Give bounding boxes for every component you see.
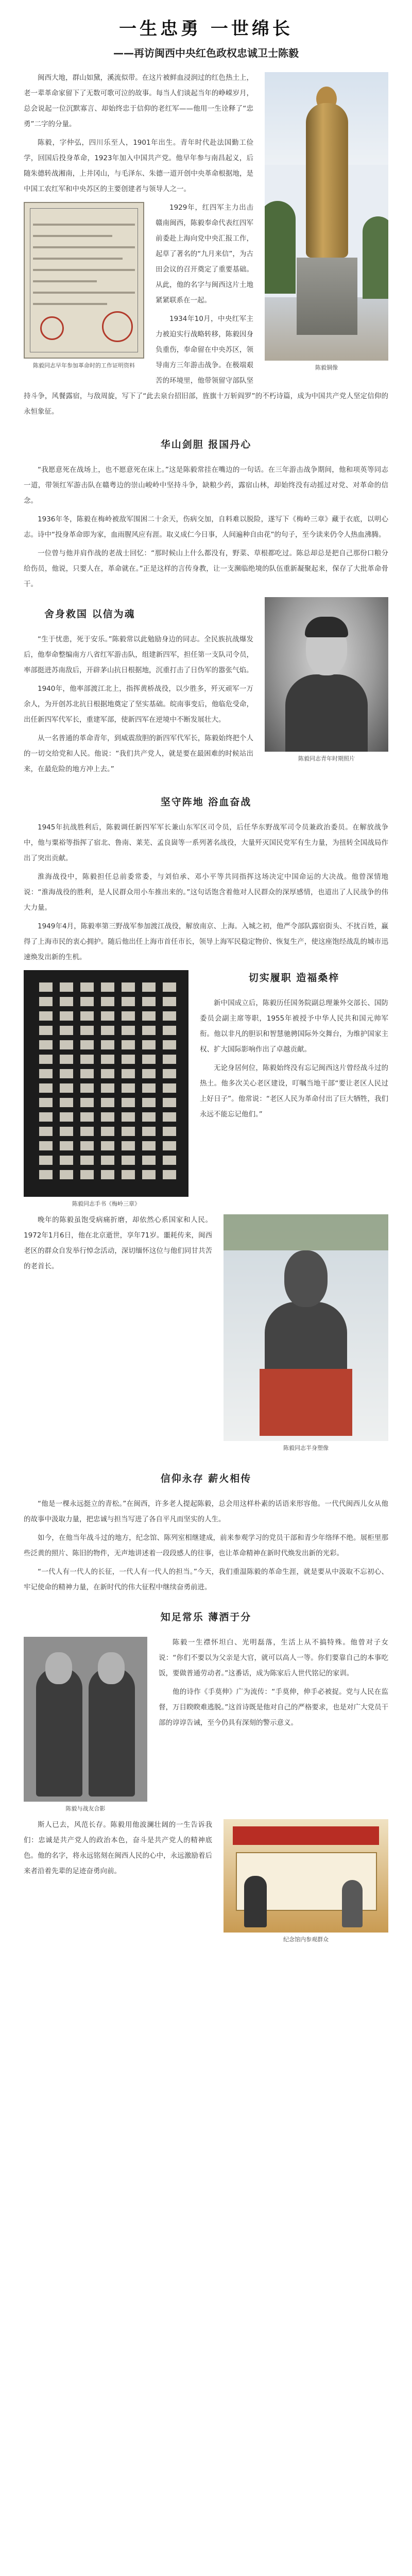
section-3-paragraph-3: 晚年的陈毅虽饱受病痛折磨，却依然心系国家和人民。1972年1月6日，他在北京逝世，享年71岁。噩耗传来，闽西老区的群众自发举行悼念活动，深切缅怀这位与他们同甘共苦的老首长。 [24, 1216, 212, 1270]
calligraphy-caption: 陈毅同志手书《梅岭三章》 [72, 1200, 140, 1207]
statue-photo [265, 72, 388, 361]
section-4-paragraph-2: 如今，在他当年战斗过的地方，纪念馆、陈列室相继建成，前来参观学习的党员干部和青少年络绎不绝。展柜里那些泛黄的照片、陈旧的物件，无声地讲述着一段段感人的往事，也让革命精神在新时代焕发出新的光彩。 [24, 1534, 388, 1557]
intro-paragraph-4: 1934年10月，中央红军主力被迫实行战略转移，陈毅因身负重伤，奉命留在中央苏区，领导南方三年游击战争。在极端艰苦的环境里，他带领留守部队坚持斗争，风餐露宿，与敌周旋，写下了“此去泉台招旧部，旌旗十万斩阎罗”的不朽诗篇，成为中国共产党人坚定信仰的永恒象征。 [24, 315, 388, 416]
bust-caption: 陈毅同志半身塑像 [283, 1445, 329, 1451]
section-heading-5: 知足常乐 薄洒于分 [160, 1612, 252, 1623]
intro-paragraph-2: 陈毅，字仲弘，四川乐至人，1901年出生。青年时代赴法国勤工俭学，回国后投身革命，1923年加入中国共产党。他早年参与南昌起义，后随朱德转战湘南，上井冈山，与毛泽东、朱德一道开创中央革命根据地，是中国工农红军和中央苏区的主要创建者与领导人之一。 [24, 139, 253, 193]
section-subheading-1: 舍身救国 以信为魂 [44, 608, 135, 620]
section-5-paragraph-2: 他的诗作《手莫伸》广为流传：“手莫伸，伸手必被捉。党与人民在监督，万目睽睽难逃脱。”这首诗既是他对自己的严格要求，也是对广大党员干部的谆谆告诫，至今仍具有深刻的警示意义。 [159, 1688, 388, 1727]
section-heading-4: 信仰永存 薪火相传 [160, 1473, 252, 1484]
intro-paragraph-1: 闽西大地，群山如黛，溪流似带。在这片被鲜血浸润过的红色热土上，老一辈革命家留下了无数可歌可泣的故事。每当人们谈起当年的峥嵘岁月，总会说起一位沉默寡言、却始终忠于信仰的老红军——他用一生诠释了“忠勇”二字的分量。 [24, 74, 253, 128]
statue-caption: 陈毅铜像 [315, 364, 338, 371]
bust-photo [224, 1214, 388, 1441]
calligraphy-photo [24, 970, 188, 1197]
group-caption: 陈毅与战友合影 [65, 1805, 106, 1812]
group-figure [24, 1637, 147, 1813]
exhibit-caption: 纪念馆内参观群众 [283, 1936, 329, 1943]
section-2-paragraph-3: 1949年4月，陈毅率第三野战军参加渡江战役，解放南京、上海。入城之初，他严令部队露宿街头、不扰百姓，赢得了上海市民的衷心拥护。随后他出任上海市首任市长，领导上海军民稳定物价、恢复生产，使这座饱经战乱的城市迅速焕发出新的生机。 [24, 922, 388, 961]
section-2-paragraph-2: 淮海战役中，陈毅担任总前委常委，与刘伯承、邓小平等共同指挥这场决定中国命运的大决战。他曾深情地说：“淮海战役的胜利，是人民群众用小车推出来的。”这句话饱含着他对人民群众的深厚感情，也道出了人民战争的伟大力量。 [24, 873, 388, 912]
document-figure [24, 202, 144, 370]
section-heading-2: 坚守阵地 浴血奋战 [160, 796, 252, 808]
document-caption: 陈毅同志早年参加革命时的工作证明资料 [33, 362, 135, 369]
calligraphy-figure [24, 970, 188, 1208]
section-1-sub-paragraph-2: 1940年，他率部渡江北上，指挥黄桥战役，以少胜多，歼灭顽军一万余人，为开创苏北抗日根据地奠定了坚实基础。皖南事变后，他临危受命，出任新四军代军长，重建军部，使新四军在逆境中不断发展壮大。 [24, 685, 253, 724]
intro-paragraph-3: 1929年，红四军主力出击赣南闽西，陈毅奉命代表红四军前委赴上海向党中央汇报工作，起草了著名的“九月来信”，为古田会议的召开奠定了重要基础。从此，他的名字与闽西这片土地紧紧联系在一起。 [156, 204, 253, 304]
section-4-paragraph-3: “一代人有一代人的长征，一代人有一代人的担当。”今天，我们重温陈毅的革命生涯，就是要从中汲取不忘初心、牢记使命的精神力量，在新时代的伟大征程中继续奋勇前进。 [24, 1568, 388, 1591]
section-1-paragraph-2: 1936年冬，陈毅在梅岭被敌军围困二十余天，伤病交加，自料难以脱险，遂写下《梅岭三章》藏于衣底，以明心志。诗中“投身革命即为家，血雨腥风应有涯。取义成仁今日事，人间遍种自由花”的句子，至今读来仍令人热血沸腾。 [24, 515, 388, 539]
section-3-paragraph-1: 新中国成立后，陈毅历任国务院副总理兼外交部长、国防委员会副主席等职，1955年被授予中华人民共和国元帅军衔。他以非凡的胆识和智慧驰骋国际外交舞台，为维护国家主权、扩大国际影响作出了卓越贡献。 [200, 999, 388, 1054]
article-title: 一生忠勇 一世绵长 [119, 19, 293, 39]
article-header [0, 0, 412, 60]
exhibit-photo [224, 1819, 388, 1933]
document-photo [24, 202, 144, 359]
article-subtitle: ——再访闽西中央红色政权忠诚卫士陈毅 [113, 47, 299, 59]
section-heading-1: 华山剑胆 报国丹心 [160, 439, 252, 450]
section-4-paragraph-1: “他是一棵永远挺立的青松。”在闽西，许多老人提起陈毅，总会用这样朴素的话语来形容他。一代代闽西儿女从他的故事中汲取力量，把忠诚与担当写进了各自平凡而坚实的人生。 [24, 1500, 388, 1523]
section-heading-3: 切实履职 造福桑梓 [248, 972, 340, 984]
article-body [0, 60, 412, 1948]
group-photo [24, 1637, 147, 1802]
section-3-paragraph-2: 无论身居何位，陈毅始终没有忘记闽西这片曾经战斗过的热土。他多次关心老区建设，叮嘱当地干部“要让老区人民过上好日子”。他常说：“老区人民为革命付出了巨大牺牲，我们永远不能忘记他们。” [200, 1064, 388, 1118]
section-5-paragraph-3: 斯人已去，风范长存。陈毅用他波澜壮阔的一生告诉我们：忠诚是共产党人的政治本色，奋斗是共产党人的精神底色。他的名字，将永远铭刻在闽西人民的心中，永远激励着后来者沿着先辈的足迹奋勇向前。 [24, 1821, 212, 1875]
bust-figure [224, 1214, 388, 1452]
portrait-photo [265, 597, 388, 752]
section-1-sub-paragraph-1: “生于忧患，死于安乐。”陈毅常以此勉励身边的同志。全民族抗战爆发后，他奉命整编南方八省红军游击队，组建新四军，担任第一支队司令员，率部挺进苏南敌后，开辟茅山抗日根据地，沉重打击了日伪军的嚣张气焰。 [24, 635, 253, 674]
section-5-paragraph-1: 陈毅一生襟怀坦白、光明磊落，生活上从不搞特殊。他曾对子女说：“你们不要以为父亲是大官，就可以高人一等。你们要靠自己的本事吃饭，要做普通劳动者。”这番话，成为陈家后人世代铭记的家训。 [159, 1638, 388, 1677]
section-1-paragraph-1: “我愿意死在战场上，也不愿意死在床上。”这是陈毅常挂在嘴边的一句话。在三年游击战争期间，他和项英等同志一道，带领红军游击队在赣粤边的崇山峻岭中坚持斗争，缺粮少药，露宿山林，却始终没有动摇过对党、对革命的信念。 [24, 466, 388, 505]
section-1-sub-paragraph-3: 从一名普通的革命青年，到威震敌胆的新四军代军长，陈毅始终把个人的一切交给党和人民。他说：“我们共产党人，就是要在最困难的时候站出来，在最危险的地方冲上去。” [24, 734, 253, 773]
portrait-caption: 陈毅同志青年时期照片 [298, 755, 355, 762]
statue-figure [265, 72, 388, 372]
section-1-paragraph-3: 一位曾与他并肩作战的老战士回忆：“那时候山上什么都没有，野菜、草根都吃过。陈总却总是把自己那份口粮分给伤员，他说，只要人在，革命就在。”正是这样的言传身教，让一支濒临绝境的队伍重新凝聚起来，保存了大批革命骨干。 [24, 549, 388, 588]
portrait-figure [265, 597, 388, 763]
exhibit-figure [224, 1819, 388, 1944]
section-2-paragraph-1: 1945年抗战胜利后，陈毅调任新四军军长兼山东军区司令员，后任华东野战军司令员兼政治委员。在解放战争中，他与粟裕等指挥了宿北、鲁南、莱芜、孟良崮等一系列著名战役，大量歼灭国民党军有生力量，为扭转全国战局作出了突出贡献。 [24, 823, 388, 862]
